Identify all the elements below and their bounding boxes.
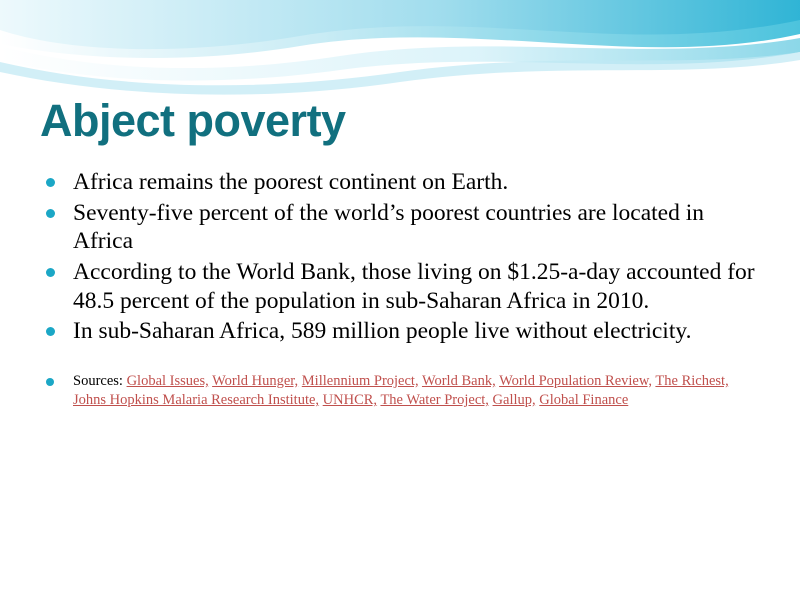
- bullet-dot-icon: [46, 378, 54, 386]
- bullet-list: [40, 168, 760, 410]
- bullet-text: According to the World Bank, those living on $1.25-a-day accounted for 48.5 percent of the population in sub-Saharan Africa in 2010.: [73, 258, 755, 314]
- source-link[interactable]: The Richest,: [655, 372, 729, 389]
- bullet-text: Seventy-five percent of the world’s poorest countries are located in Africa: [73, 199, 705, 255]
- source-link[interactable]: Global Issues,: [126, 372, 209, 389]
- source-link[interactable]: Global Finance: [539, 392, 629, 409]
- bullet-dot-icon: [46, 268, 55, 277]
- header-wave-decoration: [0, 0, 800, 110]
- sources-links: [73, 373, 729, 408]
- list-item: [40, 317, 760, 346]
- sources-list-item: [40, 372, 760, 410]
- bullet-dot-icon: [46, 178, 55, 187]
- sources-label: Sources:: [73, 372, 123, 389]
- source-link[interactable]: World Bank,: [421, 372, 496, 389]
- bullet-dot-icon: [46, 327, 55, 336]
- list-item: [40, 258, 760, 315]
- source-link[interactable]: World Population Review,: [499, 372, 653, 389]
- bullet-text: In sub-Saharan Africa, 589 million people live without electricity.: [73, 318, 692, 345]
- bullet-text: Africa remains the poorest continent on Earth.: [73, 169, 509, 195]
- bullet-dot-icon: [46, 209, 55, 218]
- slide-title: Abject poverty: [40, 95, 346, 146]
- source-link[interactable]: Gallup,: [492, 392, 536, 409]
- list-item: [40, 168, 760, 197]
- source-link[interactable]: Johns Hopkins Malaria Research Institute,: [73, 392, 320, 409]
- source-link[interactable]: World Hunger,: [212, 372, 299, 389]
- source-link[interactable]: Millennium Project,: [301, 372, 419, 389]
- list-item: [40, 199, 760, 256]
- source-link[interactable]: UNHCR,: [322, 392, 378, 409]
- source-link[interactable]: The Water Project,: [380, 392, 489, 409]
